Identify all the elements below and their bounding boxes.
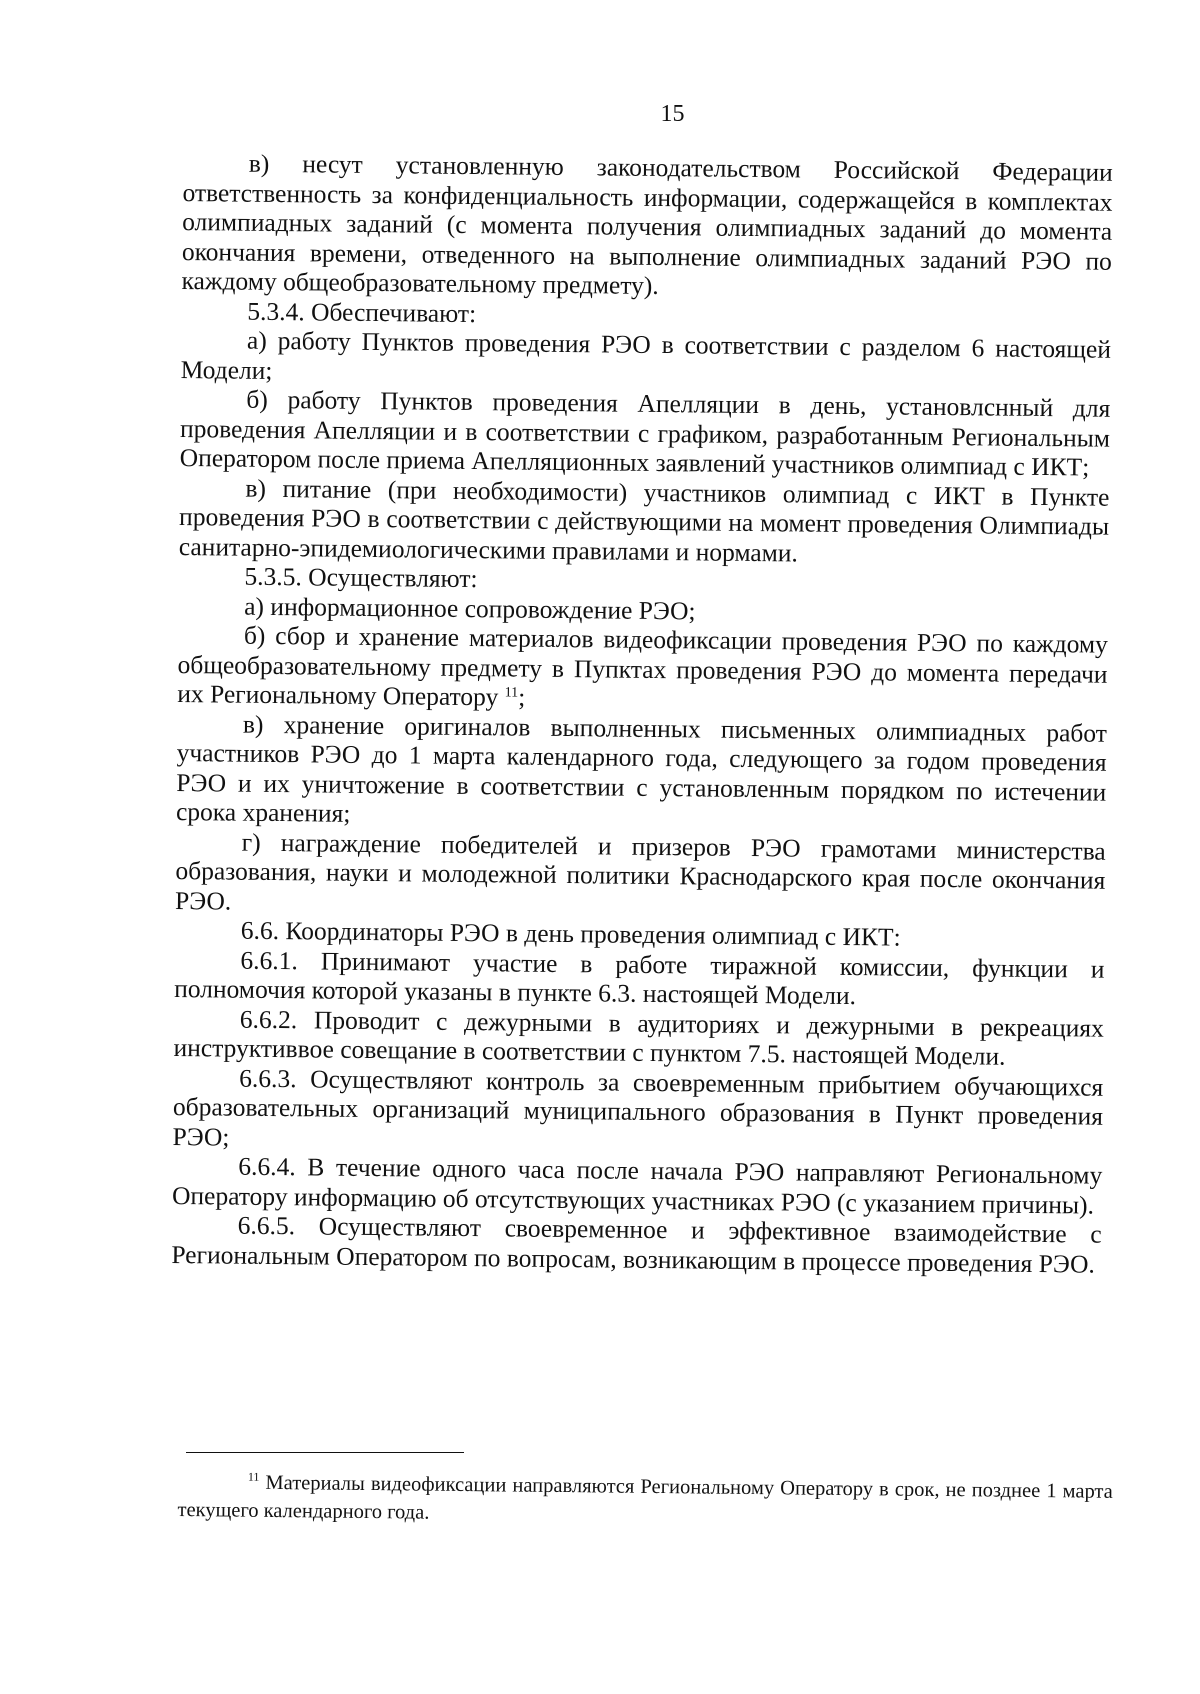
paragraph-6-6-3: 6.6.3. Осуществляют контроль за своевременным прибытием обучающихся образовательных организаций муниципального образования в Пункт проведения РЭО; [172, 1063, 1104, 1152]
paragraph-5-3-5-b-text: б) сбор и хранение материалов видеофиксации проведения РЭО по каждому общеобразовательному предмету в Пупктах проведения РЭО до момента передачи их Региональному Оператору [177, 620, 1109, 712]
footnote-divider [186, 1452, 464, 1453]
paragraph-6-6-4: 6.6.4. В течение одного часа после начала РЭО направляют Региональному Оператору информацию об отсутствующих участниках РЭО (с указанием причины). [171, 1151, 1103, 1220]
footnote-reference: 11 [504, 685, 519, 701]
paragraph-5-3-4-c: в) питание (при необходимости) участников олимпиад с ИКТ в Пункте проведения РЭО в соответствии с действующими на момент проведения Олимпиады санитарно-эпидемиологическими правилами и нормами. [178, 473, 1110, 567]
paragraph-5-3-5-b [177, 620, 1108, 718]
page-number: 15 [660, 101, 685, 127]
paragraph-6-6-2: 6.6.2. Проводит с дежурными в аудиториях и дежурными в рекреациях инструктиввое совещание в соответствии с пунктом 7.5. настоящей Модели. [173, 1004, 1104, 1071]
paragraph-5-3-5-a: а) информационное сопровождение РЭО; [244, 591, 696, 625]
paragraph-5-3-4-a: а) работу Пунктов проведения РЭО в соответствии с разделом 6 настоящей Модели; [180, 325, 1112, 385]
paragraph-6-6-heading: 6.6. Координаторы РЭО в день проведения олимпиад с ИКТ: [240, 915, 901, 952]
paragraph-6-6-5: 6.6.5. Осуществляют своевременное и эффективное взаимодействие с Региональным Оператором по вопросам, возникающим в процессе проведения РЭО. [171, 1210, 1102, 1279]
footnote-reference-tail: ; [518, 682, 526, 712]
paragraph-5-3-5-c: в) хранение оригиналов выполненных письменных олимпиадных работ участников РЭО до 1 марта календарного года, следующего за годом проведения РЭО и их уничтожение в соответствии с установленным порядком по истечении срока хранения; [175, 709, 1108, 828]
footnote-marker: 11 [247, 1469, 260, 1484]
paragraph-5-3-5-heading: 5.3.5. Осуществляют: [244, 561, 478, 594]
paragraph-6-6-1: 6.6.1. Принимают участие в работе тиражной комиссии, функции и полномочия которой указаны в пункте 6.3. настоящей Модели. [174, 945, 1105, 1011]
paragraph-5-3-5-d: г) награждение победителей и призеров РЭО грамотами министерства образования, науки и молодежной политики Краснодарского края после окончания РЭО. [174, 827, 1106, 916]
footnote [177, 1468, 1113, 1534]
footnote-text: Материалы видеофиксации направляются Региональному Оператору в срок, не позднее 1 марта текущего календарного года. [177, 1471, 1113, 1524]
paragraph-responsibility-confidentiality: в) несут установленную законодательством Российской Федерации ответственность за конфиденциальность информации, содержащейся в комплектах олимпиадных заданий (с момента получения олимпиадных заданий до момента окончания времени, отведенного на выполнение олимпиадных заданий РЭО по каждому общеобразовательному предмету). [181, 148, 1113, 300]
paragraph-5-3-4-heading: 5.3.4. Обеспечивают: [247, 296, 477, 328]
body-text [171, 148, 1113, 1279]
paragraph-5-3-4-b: б) работу Пунктов проведения Апелляции в день, установлснный для проведения Апелляции и в соответствии с графиком, разработанным Региональным Оператором после приема Апелляционных заявлений участников олимпиад с ИКТ; [179, 384, 1111, 482]
